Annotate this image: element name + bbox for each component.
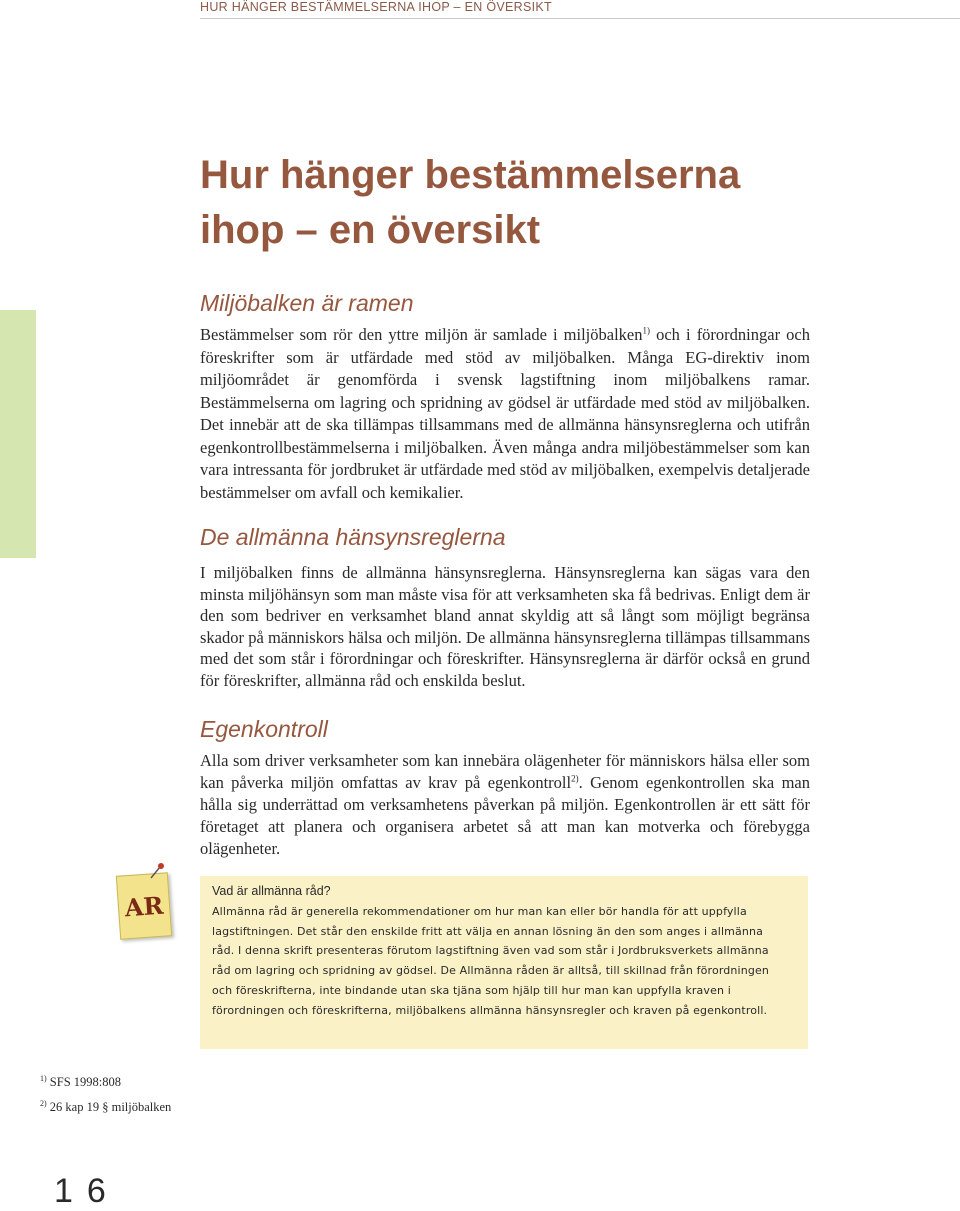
section-heading-miljobalken: Miljöbalken är ramen [200,290,414,316]
footnote-text: 26 kap 19 § miljöbalken [49,1100,172,1115]
footnote-mark: 2) [40,1099,47,1109]
page-title [200,148,940,258]
section-paragraph-egenkontroll [200,750,810,860]
title-line-1: Hur hänger bestämmelserna [200,153,741,197]
paragraph-text: . Genom egenkontrollen ska man hålla sig underrättad om verksamhetens påverkan på miljön. Egenkontrollen är ett sätt för företaget att planera och organisera arbetet så att man kan motverka och förebygga olägenheter. [200,773,810,858]
footnotes [40,1068,200,1118]
footnote-text: SFS 1998:808 [49,1075,122,1090]
info-box-title: Vad är allmänna råd? [212,884,331,898]
paragraph-text: Alla som driver verksamheter som kan innebära olägenheter för människors hälsa eller som kan påverka miljön omfattas av krav på egenkontroll [200,751,810,792]
info-box [200,876,808,1049]
footnote-1 [40,1068,200,1093]
footnote-mark: 1) [40,1074,47,1083]
paragraph-text: Bestämmelser som rör den yttre miljön är samlade i miljöbalken [200,325,643,344]
pinned-note-icon [108,862,178,944]
section-paragraph-hansynsregler: I miljöbalken finns de allmänna hänsynsreglerna. Hänsynsreglerna kan sägas vara den minsta miljöhänsyn som man måste visa för att verksamheten ska få bedrivas. Enligt dem är den som bedriver en verksamhet bland annat skyldig att så långt som möjligt begränsa skador på människors hälsa och miljön. De allmänna hänsynsreglerna tillämpas tillsammans med det som står i förordningar och föreskrifter. Hänsynsreglerna är därför också en grund för föreskrifter, allmänna råd och enskilda beslut. [200,563,810,690]
ar-label: AR [116,872,172,939]
footnote-2 [40,1093,200,1118]
section-paragraph-miljobalken [200,324,810,504]
running-header: HUR HÄNGER BESTÄMMELSERNA IHOP – EN ÖVERSIKT [200,0,552,14]
footnote-ref-2: 2) [571,773,579,784]
side-color-bar [0,310,36,558]
pin-icon [148,862,166,880]
paragraph-text: och i förordningar och föreskrifter som är utfärdade med stöd av miljöbalken. Många EG-direktiv inom miljöområdet är genomförda i svensk lagstiftning inom miljöbalkens ramar. Bestämmelserna om lagring och spridning av gödsel är utfärdade med stöd av miljöbalken. Det innebär att de ska tillämpas tillsammans med de allmänna hänsynsreglerna och utifrån egenkontrollbestämmelserna i miljöbalken. Även många andra miljöbestämmelser som kan vara intressanta för jordbruket är utfärdade med stöd av miljöbalken, exempelvis detaljerade bestämmelser om avfall och kemikalier. [200,325,810,502]
section-heading-egenkontroll: Egenkontroll [200,716,328,742]
info-box-text: Allmänna råd är generella rekommendationer om hur man kan eller bör handla för att uppfylla lagstiftningen. Det står den enskilde fritt att välja en annan lösning än den som anges i allmänna råd. I denna skrift presenteras förutom lagstiftning även vad som står i Jordbruksverkets allmänna råd om lagring och spridning av gödsel. De Allmänna råden är alltså, till skillnad från förordningen och föreskrifterna, inte bindande utan ska tjäna som hjälp till hur man kan uppfylla kraven i förordningen och föreskrifterna, miljöbalkens allmänna hänsynsregler och kraven på egenkontroll. [212,905,770,1017]
title-line-2: ihop – en översikt [200,208,541,252]
section-heading-hansynsregler: De allmänna hänsynsreglerna [200,524,506,550]
footnote-ref-1: 1) [642,325,650,336]
header-divider [200,18,960,19]
page-number: 16 [54,1172,120,1210]
